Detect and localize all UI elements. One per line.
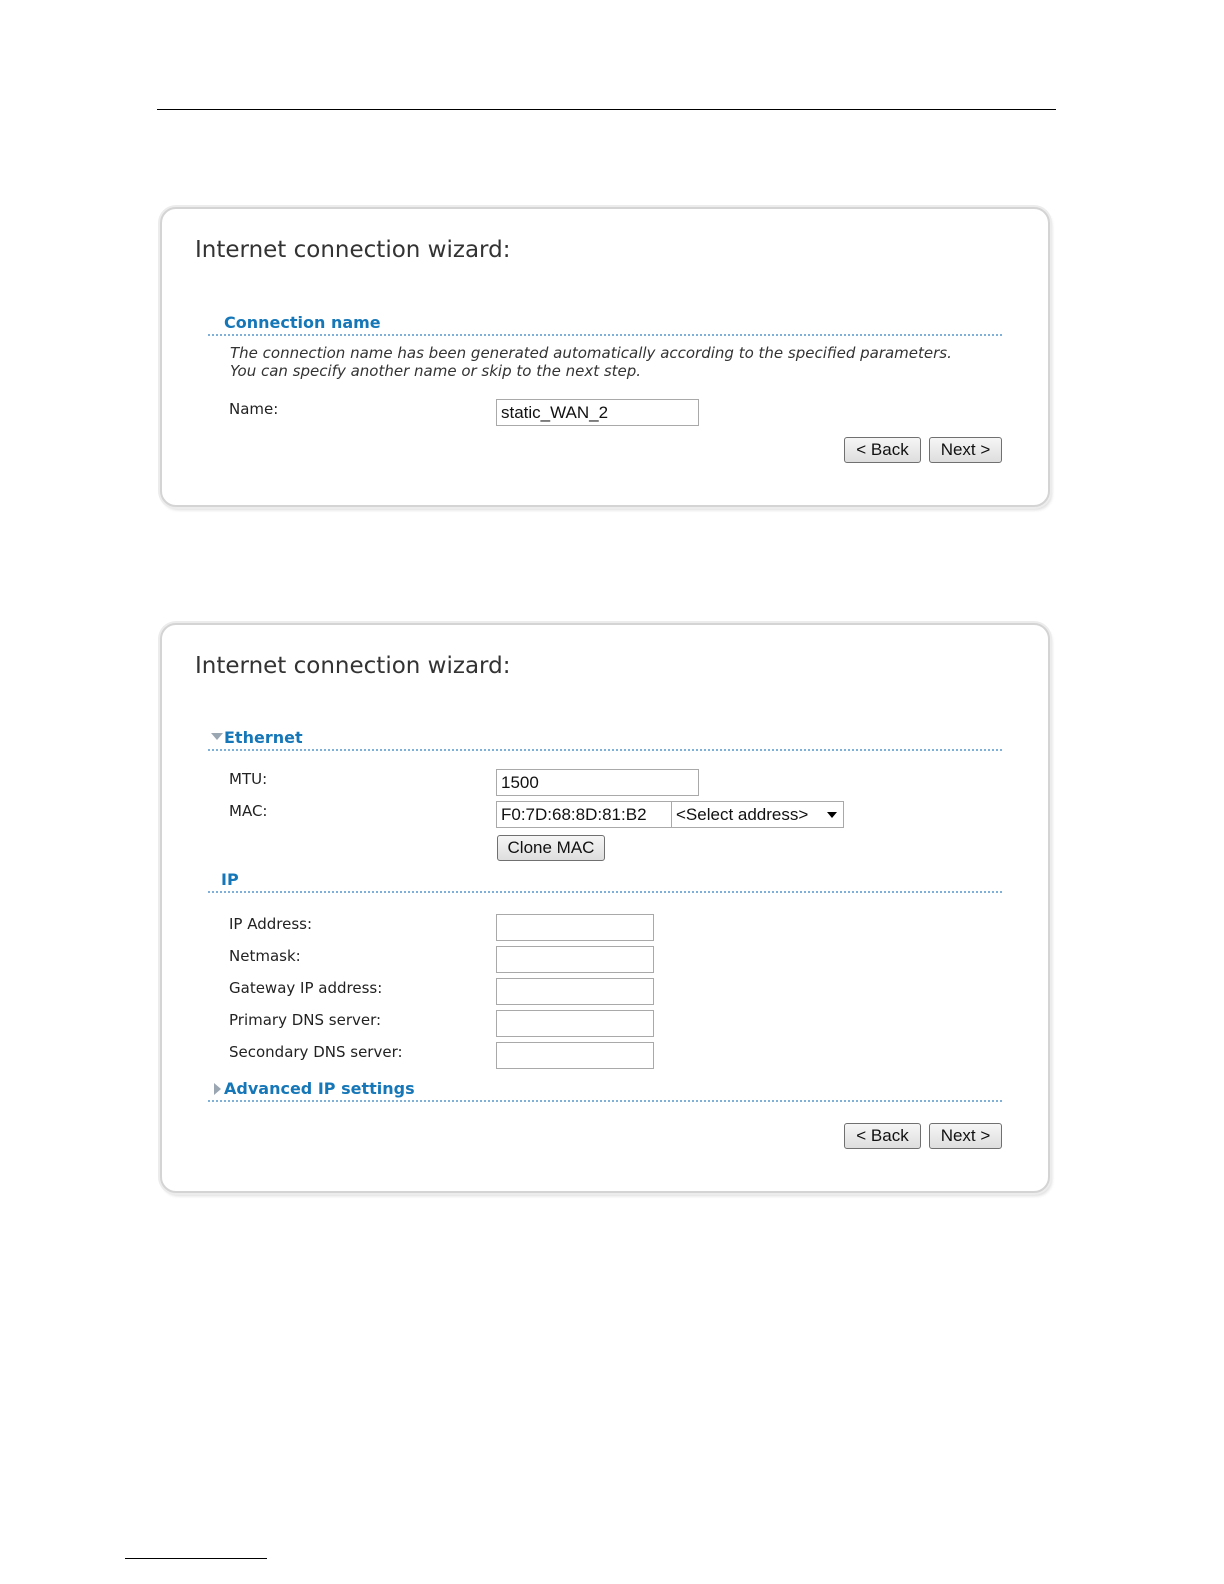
name-input[interactable] bbox=[496, 399, 699, 426]
connection-name-description: The connection name has been generated automatically according to the specified parameters. You can specify another name or skip to the next step. bbox=[230, 344, 952, 380]
mtu-input[interactable] bbox=[496, 769, 699, 796]
advanced-ip-settings-header[interactable] bbox=[208, 1078, 1002, 1102]
wizard-title: Internet connection wizard: bbox=[195, 237, 511, 263]
primary-dns-input[interactable] bbox=[496, 1010, 654, 1037]
next-button[interactable]: Next > bbox=[929, 1123, 1002, 1149]
next-button[interactable]: Next > bbox=[929, 437, 1002, 463]
advanced-ip-settings-title: Advanced IP settings bbox=[224, 1079, 415, 1098]
ip-section-header bbox=[208, 869, 1002, 893]
back-button[interactable]: < Back bbox=[844, 1123, 921, 1149]
connection-name-section-header bbox=[208, 312, 1002, 336]
mac-label: MAC: bbox=[229, 802, 268, 820]
gateway-ip-input[interactable] bbox=[496, 978, 654, 1005]
wizard-title: Internet connection wizard: bbox=[195, 653, 511, 679]
dropdown-arrow-icon bbox=[827, 812, 837, 818]
page-top-rule bbox=[157, 109, 1056, 110]
ip-address-input[interactable] bbox=[496, 914, 654, 941]
ip-section-title: IP bbox=[221, 870, 239, 889]
mtu-label: MTU: bbox=[229, 770, 268, 788]
clone-mac-button[interactable]: Clone MAC bbox=[497, 835, 605, 861]
netmask-input[interactable] bbox=[496, 946, 654, 973]
secondary-dns-input[interactable] bbox=[496, 1042, 654, 1069]
wizard-panel-static-ip bbox=[160, 623, 1050, 1193]
secondary-dns-label: Secondary DNS server: bbox=[229, 1043, 403, 1061]
gateway-ip-label: Gateway IP address: bbox=[229, 979, 383, 997]
ip-address-label: IP Address: bbox=[229, 915, 313, 933]
mac-address-select-value: <Select address> bbox=[676, 805, 809, 824]
back-button[interactable]: < Back bbox=[844, 437, 921, 463]
mac-input[interactable] bbox=[496, 801, 672, 828]
name-label: Name: bbox=[229, 400, 279, 418]
primary-dns-label: Primary DNS server: bbox=[229, 1011, 382, 1029]
connection-name-section-title: Connection name bbox=[224, 313, 381, 332]
ethernet-section-title: Ethernet bbox=[224, 728, 303, 747]
ethernet-section-header[interactable] bbox=[208, 727, 1002, 751]
collapse-triangle-icon bbox=[211, 733, 223, 740]
footnote-rule bbox=[125, 1558, 267, 1559]
wizard-panel-connection-name bbox=[160, 207, 1050, 507]
mac-address-select[interactable] bbox=[671, 801, 844, 828]
expand-triangle-icon bbox=[214, 1083, 221, 1095]
netmask-label: Netmask: bbox=[229, 947, 301, 965]
